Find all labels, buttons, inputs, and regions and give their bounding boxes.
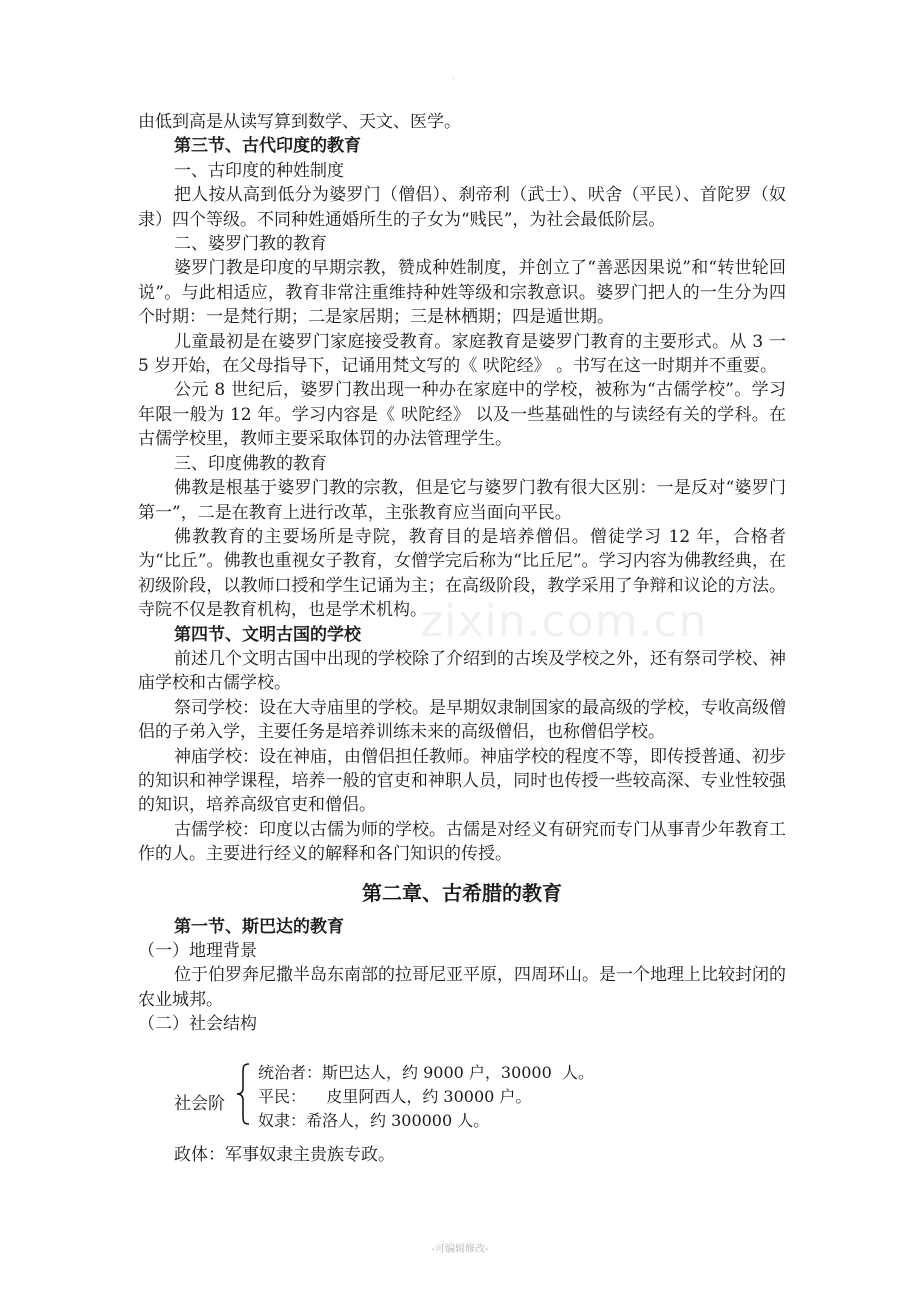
paragraph: 祭司学校：设在大寺庙里的学校。是早期奴隶制国家的最高级的学校，专收高级僧侣的子弟入学，主要任务是培养训练未来的高级僧侣，也称僧侣学校。 bbox=[138, 697, 786, 743]
paragraph: 把人按从高到低分为婆罗门（僧侣）、刹帝利（武士）、吠舍（平民）、首陀罗（奴隶）四个等级。不同种姓通婚所生的子女为“贱民”，为社会最低阶层。 bbox=[138, 185, 786, 230]
social-row: 统治者：斯巴达人，约 9000 户，30000 人。 bbox=[258, 1062, 594, 1082]
paragraph: 神庙学校：设在神庙，由僧侣担任教师。神庙学校的程度不等，即传授普通、初步的知识和神学课程，培养一般的官吏和神职人员，同时也传授一些较高深、专业性较强的知识，培养高级官吏和僧侣。 bbox=[138, 746, 786, 816]
paragraph: 公元 8 世纪后，婆罗门教出现一种办在家庭中的学校，被称为“古儒学校”。学习年限一般为 12 年。学习内容是《 吠陀经》 以及一些基础性的与读经有关的学科。在古儒学校里，教师主要采取体罚的办法管理学生。 bbox=[138, 380, 786, 450]
social-structure bbox=[138, 1061, 786, 1143]
paragraph: 佛教是根基于婆罗门教的宗教，但是它与婆罗门教有很大区别：一是反对“婆罗门第一”，二是在教育上进行改革，主张教育应当面向平民。 bbox=[138, 478, 786, 523]
paragraph: 佛教教育的主要场所是寺院，教育目的是培养僧侣。僧徒学习 12 年，合格者为“比丘”。佛教也重视女子教育，女僧学完后称为“比丘尼”。学习内容为佛教经典，在初级阶段，以教师口授和学生记诵为主；在高级阶段，教学采用了争辩和议论的方法。寺院不仅是教育机构，也是学术机构。 bbox=[138, 526, 786, 621]
social-row: 平民： 皮里阿西人，约 30000 户。 bbox=[258, 1087, 532, 1107]
paragraph: 前述几个文明古国中出现的学校除了介绍到的古埃及学校之外，还有祭司学校、神庙学校和古儒学校。 bbox=[138, 648, 786, 694]
paragraph: 由低到高是从读写算到数学、天文、医学。 bbox=[138, 112, 461, 132]
subheading: （一）地理背景 bbox=[138, 941, 257, 961]
paragraph: 儿童最初是在婆罗门家庭接受教育。家庭教育是婆罗门教育的主要形式。从 3 一 5 岁开始，在父母指导下，记诵用梵文写的《 吠陀经》 。书写在这一时期并不重要。 bbox=[138, 331, 786, 377]
section-heading: 第四节、文明古国的学校 bbox=[174, 624, 361, 645]
paragraph: 位于伯罗奔尼撒半岛东南部的拉哥尼亚平原，四周环山。是一个地理上比较封闭的农业城邦。 bbox=[138, 965, 786, 1010]
subheading: 二、婆罗门教的教育 bbox=[174, 234, 327, 255]
subheading: 三、印度佛教的教育 bbox=[174, 453, 327, 474]
social-rows bbox=[258, 1061, 594, 1134]
paragraph: 古儒学校：印度以古儒为师的学校。古儒是对经义有研究而专门从事青少年教育工作的人。主要进行经义的解释和各门知识的传授。 bbox=[138, 819, 786, 865]
chapter-title: 第二章、古希腊的教育 bbox=[362, 880, 562, 905]
watermark: zixin.com.cn bbox=[420, 596, 708, 647]
top-mark: . bbox=[452, 72, 455, 82]
subheading: （二）社会结构 bbox=[138, 1014, 257, 1035]
brace-icon bbox=[235, 1063, 251, 1125]
section-heading: 第三节、古代印度的教育 bbox=[174, 136, 361, 157]
document-page bbox=[138, 110, 786, 1167]
section-heading: 第一节、斯巴达的教育 bbox=[174, 916, 344, 937]
social-row: 奴隶：希洛人，约 300000 人。 bbox=[258, 1111, 490, 1131]
subheading: 一、古印度的种姓制度 bbox=[174, 160, 344, 181]
polity-line: 政体：军事奴隶主贵族专政。 bbox=[174, 1144, 395, 1165]
page-footer: -可编辑修改- bbox=[431, 1244, 489, 1255]
paragraph: 婆罗门教是印度的早期宗教，赞成种姓制度，并创立了“善恶因果说”和“转世轮回说”。与此相适应，教育非常注重维持种姓等级和宗教意识。婆罗门把人的一生分为四个时期：一是梵行期；二是家居期；三是林栖期；四是遁世期。 bbox=[138, 258, 786, 328]
social-label: 社会阶 bbox=[174, 1093, 225, 1114]
